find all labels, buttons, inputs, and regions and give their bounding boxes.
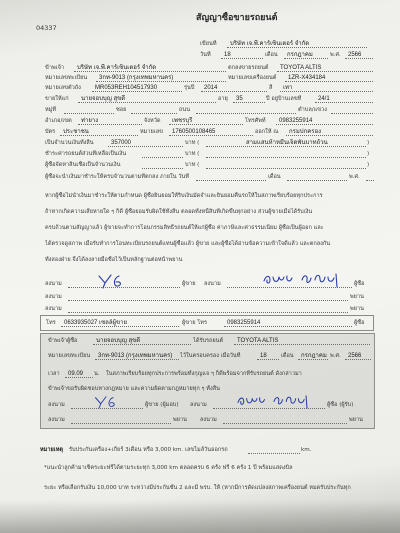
chassis-label: หมายเลขตัวถัง <box>45 85 81 91</box>
seller-tel-label: ผู้ขาย โทร <box>182 320 207 326</box>
due-year-label: พ.ศ. <box>349 174 360 180</box>
witness-signature-line <box>71 416 171 424</box>
witness-label: พยาน <box>349 417 363 423</box>
sign-label: ลงนาม <box>48 402 65 408</box>
close-paren: ) <box>367 140 370 146</box>
close-paren: ) <box>367 162 370 168</box>
card-label: บัตร <box>45 129 56 135</box>
road-blank-field <box>196 106 296 114</box>
witness-label: พยาน <box>173 417 187 423</box>
seller-label: ข้าพเจ้า <box>45 65 64 71</box>
witness-signature-line <box>68 305 348 313</box>
age-label: อายุ <box>218 96 228 102</box>
receipt-time-label: เวลา <box>48 371 60 377</box>
buyer-role-label: ผู้ซื้อ <box>354 320 365 326</box>
plate-label: หมายเลขทะเบียน <box>45 75 88 81</box>
province-value: เพชรบุรี <box>169 117 243 125</box>
receipt-plate-label: หมายเลขทะเบียน <box>48 353 91 359</box>
moo-label: หมู่ที่ <box>45 107 57 113</box>
witness-signature-line <box>223 416 347 424</box>
service-note: *แนะนำลูกค้ามาเช็คระยะฟรีได้ตามระยะทุก 3,000 km ตลอดครบ 6 ครั้ง ฟรี 6 ครั้ง 1 ปี พร้อมแสดงบิล <box>44 465 293 471</box>
sign-label: ลงนาม <box>45 281 62 287</box>
date-day-label: วันที่ <box>200 52 211 58</box>
sign-label: ลงนาม <box>200 417 217 423</box>
phone-value: 0983255914 <box>276 117 373 125</box>
car-model: TOYOTA ALTIS <box>277 64 373 72</box>
receipt-day: 18 <box>257 352 279 360</box>
witness-signature-line <box>68 293 348 301</box>
engine-label: หมายเลขเครื่องยนต์ <box>228 75 277 81</box>
due-date-label: ผู้ซื้อจะนำเงินมาชำระให้ครบจำนวนตามที่ตกลง ภายใน วันที่ <box>45 174 190 180</box>
due-month-blank-field <box>287 173 347 181</box>
model-year-value: 2014 <box>201 84 267 92</box>
subdistrict-label: ตำบล/แขวง <box>298 107 327 113</box>
receipt-month: กรกฎาคม <box>298 352 328 360</box>
place-value: บริษัท เจ.พี.คาร์เซ็นเตอร์ จำกัด <box>227 40 367 48</box>
table-edge-shadow <box>0 500 400 533</box>
terms-line: ถ้าหากเกิดความเสียหายใด ๆ ก็ดี ผู้ซื้อยอมรับผิดใช้ทั้งสิ้น ตลอดทั้งหนี้สินที่เกิดขึ้นทุกอย่าง ส่วนผู้ขายเมื่อได้รับเงิน <box>45 209 313 215</box>
agree-to-sell-label: ตกลงขายรถยนต์ <box>228 65 269 71</box>
buyer-phone: 0983255914 <box>224 319 352 327</box>
buyer-name: นายจอบบุญ สุขดี <box>78 95 216 103</box>
baht-label: บาท ( <box>185 162 200 168</box>
district-value: ท่ายาง <box>78 117 142 125</box>
document-number: 04337 <box>36 24 57 32</box>
odometer-blank-field <box>248 446 300 454</box>
close-paren: ) <box>367 151 370 157</box>
model-year-label: รุ่นปี <box>184 85 195 91</box>
vehicle-receipt-section <box>40 333 375 429</box>
road-label: ถนน <box>179 107 191 113</box>
finance-amount-label: ผู้ซื้อจัดหาสินเชื่อเป็นจำนวนเงิน <box>45 162 121 168</box>
notes-label: หมายเหตุ <box>40 447 64 453</box>
km-unit: km. <box>301 447 312 453</box>
card-number-label: หมายเลข <box>140 129 163 135</box>
receiver-role-label: ผู้ซื้อ (ผู้รับ) <box>327 402 354 408</box>
terms-line: ครบถ้วนตามสัญญาแล้ว ผู้ขายจะทำการโอนกรรมสิทธิ์รถยนต์ให้แก่ผู้ซื้อ ค่าภาษีและค่าธรรมเนียม ผู้ซื้อเป็นผู้ออก และ <box>45 225 324 231</box>
date-month-label: เดือน <box>265 52 278 58</box>
receipt-buyer-name: นายจอบบุญ สุขดี <box>93 337 191 345</box>
total-amount-label: เป็นจำนวนเงินทั้งสิ้น <box>45 140 94 146</box>
moo-blank-field <box>64 106 114 114</box>
witness-label: พยาน <box>350 306 364 312</box>
finance-words-blank-field <box>206 161 366 169</box>
received-car-label: ได้รับรถยนต์ <box>193 338 224 344</box>
receipt-time: 09.09 <box>65 370 93 378</box>
remaining-amount-label: ชำระค่ารถยนต์ส่วนที่เหลือเป็นเงิน <box>45 151 127 157</box>
sign-label: ลงนาม <box>190 402 207 408</box>
age-value: 35 <box>233 95 265 103</box>
insurance-note: ระยะ หรือเลือกรับเงิน 10,000 บาท ระหว่างมีประกันชั้น 2 และมี พรบ. ให้ (หากมีการดัดแปลงสภาพเครื่องยนต์ หมดรับประกันทุก <box>44 485 351 491</box>
plate-value: 3กท-9013 (กรุงเทพมหานคร) <box>96 74 226 82</box>
date-year-label: พ.ศ. <box>330 52 341 58</box>
warranty-note: รับประกันเครื่อง+เกียร์ 3เดือน หรือ 3,000 km. เลขไมล์วันออกรถ <box>69 447 228 453</box>
terms-line: ได้ตรวจดูสภาพ เมื่อรับทำการโอนทะเบียนรถยนต์แทนผู้ซื้อแล้ว ผู้ขาย และผู้ซื้อได้อ่านข้อความเข้าใจดีแล้ว และตกลงกัน <box>45 241 331 247</box>
remaining-words-blank-field <box>206 150 366 158</box>
receipt-month-label: เดือน <box>281 353 294 359</box>
engine-value: 1ZR-X434184 <box>285 74 373 82</box>
card-number-value: 1760500108465 <box>169 128 253 136</box>
chassis-value: MR053REH104517930 <box>92 84 182 92</box>
due-day-blank-field <box>196 173 266 181</box>
sign-label: ลงนาม <box>45 306 62 312</box>
receipt-plate-value: 3กท-9013 (กรุงเทพมหานคร) <box>95 352 179 360</box>
due-year-blank-field <box>366 173 374 181</box>
phone-label: โทรศัพท์ <box>245 118 266 124</box>
district-label: อำเภอ/เขต <box>45 118 72 124</box>
total-amount-words: สามแสนห้าหมื่นเจ็ดพันบาทถ้วน <box>206 139 366 147</box>
color-label: สี <box>269 85 273 91</box>
seller-role-label: ผู้ขาย <box>182 281 196 287</box>
giver-role-label: ผู้ขาย (ผู้มอบ) <box>145 402 179 408</box>
issued-by-value: กรมปกครอง <box>286 128 373 136</box>
house-number-label: ปี อยู่บ้านเลขที่ <box>266 96 302 102</box>
soi-blank-field <box>131 106 177 114</box>
sign-label: ลงนาม <box>45 294 62 300</box>
document-title: สัญญาซื้อขายรถยนต์ <box>196 13 278 23</box>
receipt-year-label: พ.ศ. <box>330 353 341 359</box>
buyer-signature <box>262 271 340 289</box>
terms-line: หากผู้ซื้อไม่นำเงินมาชำระให้ตามกำหนด ผู้ซื้อยินยอมให้ริบเงินมัดจำและยินยอมคืนรถให้ในสภาพเรียบร้อยทุกประการ <box>45 193 323 199</box>
color-value: เทา <box>280 84 373 92</box>
sign-label: ลงนาม <box>204 281 221 287</box>
received-car-model: TOYOTA ALTIS <box>234 337 370 345</box>
sign-label: ลงนาม <box>48 417 65 423</box>
receipt-condition-text: ในสภาพเรียบร้อยทุกประการพร้อมทั้งกุญแจ ๆ ก็ดีพร้อมจากที่รับรถยนต์ ดังกล่าวมา <box>106 371 302 377</box>
giver-signature <box>92 395 120 409</box>
province-label: จังหวัด <box>144 118 161 124</box>
date-year-value: 2566 <box>345 51 373 59</box>
soi-label: ซอย <box>116 107 127 113</box>
receipt-buyer-label: ข้าพเจ้าผู้ซื้อ <box>48 338 78 344</box>
buyer-role-label: ผู้ซื้อ <box>354 281 365 287</box>
date-month-value: กรกฎาคม <box>284 51 328 59</box>
remaining-amount-blank-field <box>142 150 183 158</box>
terms-line: ทั้งสองฝ่าย จึงได้ลงลายมือชื่อไว้เป็นหลักฐานต่อหน้าพยาน <box>45 257 183 263</box>
receipt-responsibility-text: ข้าพเจ้าขอรับผิดชอบทางกฎหมาย และความผิดตามกฎหมายทุก ๆ ทั้งสิ้น <box>48 386 220 392</box>
issued-by-label: ออกให้ ณ <box>255 129 279 135</box>
receipt-year: 2566 <box>345 352 371 360</box>
baht-label: บาท ( <box>185 140 200 146</box>
possession-date-label: ไว้ในครอบครอง เมื่อวันที่ <box>180 353 241 359</box>
house-number-value: 24/1 <box>315 95 373 103</box>
total-amount-value: 357000 <box>108 139 183 147</box>
baht-label: บาท ( <box>185 151 200 157</box>
witness-label: พยาน <box>350 294 364 300</box>
receiver-signature <box>236 393 310 410</box>
due-month-label: เดือน <box>268 174 281 180</box>
date-day-value: 18 <box>221 51 263 59</box>
receipt-time-unit: น. <box>94 371 100 377</box>
finance-amount-blank-field <box>142 161 183 169</box>
subdistrict-blank-field <box>331 106 373 114</box>
seller-name: บริษัท เจ.พี.คาร์เซ็นเตอร์ จำกัด <box>74 64 226 72</box>
buyer-label: ขายให้แก่ <box>45 96 69 102</box>
seller-sales-phone: 0633935027 เซลล์ผู้ขาย <box>61 319 179 327</box>
card-type-value: ประชาชน <box>60 128 138 136</box>
place-label: เขียนที่ <box>200 41 217 47</box>
seller-signature <box>96 273 126 289</box>
tel-label: โทร <box>46 320 56 326</box>
